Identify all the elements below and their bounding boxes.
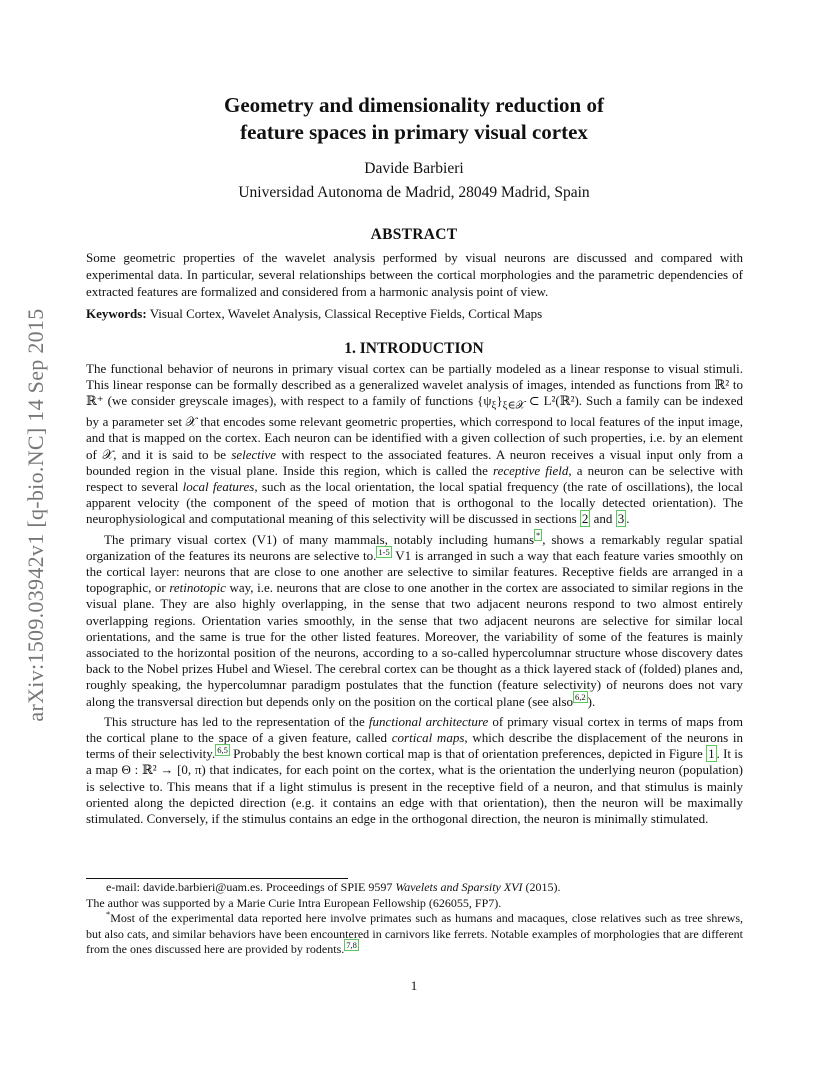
- footnote-1: [86, 911, 743, 958]
- footnotes: [86, 880, 743, 958]
- keywords-label: Keywords:: [86, 306, 147, 321]
- figure-ref-link-1[interactable]: 1: [708, 746, 715, 762]
- p1-text-f: , such as the local orientation, the local spatial frequency (the rate of oscillations), the local apparent velocity (the component of the speed of motion that is orthogonal to the locally detected orientation). The neurophysiological and computational meaning of this selectivity will be discussed in sections: [86, 479, 743, 527]
- page-number: 1: [410, 978, 418, 993]
- p3-text-b: of primary visual cortex in terms of maps from the cortical plane to the space of a given feature, called: [86, 713, 743, 746]
- p1-em-selective: selective: [231, 446, 277, 462]
- paper-title: [84, 92, 744, 146]
- abstract-text: Some geometric properties of the wavelet analysis performed by visual neurons are discussed and compared with experimental data. In particular, several relationships between the cortical morphologies and the parametric dependencies of extracted features are formalized and considered from a harmonic analysis point of view.: [86, 250, 743, 299]
- citation-link[interactable]: 6,2: [575, 692, 586, 703]
- p1-text-b: }: [496, 393, 503, 409]
- arxiv-stamp: [18, 270, 54, 760]
- p3-text-a: This structure has led to the representation of the: [104, 713, 369, 729]
- keywords: [86, 305, 743, 322]
- p3-text-e: . It is a map Θ : ℝ² → [0, π) that indicates, for each point on the cortex, what is the orientation the underlying neuron (population) is selective to. This means that if a light stimulus is present in the receptive field of a neuron, and that stimulus is mainly oriented along the depicted direction (e.g. it contains an edge with that orientation), then the neuron will be maximally stimulated. Conversely, if the stimulus contains an edge in the orthogonal direction, the neuron is minimally stimulated.: [86, 746, 743, 827]
- p3-em-functional-architecture: functional architecture: [368, 713, 489, 729]
- p3-text-c: , which describe the displacement of the neurons in terms of their selectivity.: [86, 730, 744, 762]
- p2-em-retinotopic: retinotopic: [169, 580, 226, 596]
- p1-sub-index: ξ∈𝒳: [502, 400, 525, 412]
- p2-text-a: The primary visual cortex (V1) of many mammals, notably including humans: [104, 531, 535, 547]
- title-line-2: feature spaces in primary visual cortex: [240, 120, 588, 144]
- abstract-heading: ABSTRACT: [370, 226, 458, 243]
- footnote-email: [86, 880, 743, 896]
- arxiv-stamp-text: arXiv:1509.03942v1 [q-bio.NC] 14 Sep 2015: [23, 308, 48, 722]
- author-name: Davide Barbieri: [364, 160, 464, 177]
- p3-em-cortical-maps: cortical maps: [391, 730, 465, 746]
- title-line-1: Geometry and dimensionality reduction of: [224, 93, 604, 117]
- citation-link[interactable]: 7,8: [346, 940, 357, 950]
- p1-text-e: , a neuron can be selective with respect to several: [86, 462, 743, 495]
- section-ref-link-2[interactable]: 2: [581, 511, 589, 527]
- introduction-body: [86, 361, 743, 831]
- paragraph-2: [86, 532, 743, 710]
- section-ref-link-3[interactable]: 3: [617, 511, 625, 527]
- p1-text-c: ⊂ L²(ℝ²). Such a family can be indexed by a parameter set 𝒳 that encodes some relevant geometric properties, which correspond to local features of the input image, and that is mapped on the cortex. Each neuron can be identified with a given collection of such properties, i.e. by an element of 𝒳, and it is said to be: [86, 393, 743, 462]
- citation-link[interactable]: 1-5: [378, 546, 390, 557]
- author-affiliation: Universidad Autonoma de Madrid, 28049 Madrid, Spain: [238, 184, 590, 201]
- p1-text-d: with respect to the associated features. A neuron receives a visual input only from a bounded region in the visual plane. Inside this region, which is called the: [86, 446, 743, 478]
- keywords-list: Visual Cortex, Wavelet Analysis, Classical Receptive Fields, Cortical Maps: [149, 306, 543, 321]
- footnote-divider: [86, 878, 348, 879]
- citation-link[interactable]: 6,5: [217, 744, 228, 755]
- footnote-support: The author was supported by a Marie Curie Intra European Fellowship (626055, FP7).: [86, 895, 502, 910]
- footnote-mark-link[interactable]: *: [536, 530, 541, 541]
- p1-em-local-features: local features: [182, 479, 255, 495]
- p2-text-b: , shows a remarkably regular spatial organization of the features its neurons are selective to.: [86, 531, 743, 563]
- fn-email-em: Wavelets and Sparsity XVI: [395, 880, 523, 894]
- fn-email-text-b: (2015).: [522, 880, 561, 894]
- p3-text-d: Probably the best known cortical map is that of orientation preferences, depicted in Figure: [229, 746, 707, 762]
- p1-text-a: The functional behavior of neurons in primary visual cortex can be partially modeled as a linear response to visual stimuli. This linear response can be formally described as a generalized wavelet analysis of images, intended as functions from ℝ² to ℝ⁺ (we consider greyscale images), with respect to a family of functions {ψ: [86, 361, 743, 409]
- section-heading-introduction: 1. INTRODUCTION: [344, 340, 484, 357]
- p1-sub-xi: ξ: [491, 400, 497, 412]
- paragraph-1: [86, 361, 743, 528]
- p1-em-receptive-field: receptive field: [493, 462, 569, 478]
- p2-text-c: V1 is arranged in such a way that each feature varies smoothly on the cortical layer: neurons that are close to one another are selective to similar features. Receptive fields are arranged in a topographic, or: [86, 547, 743, 596]
- p2-text-d: way, i.e. neurons that are close to one another in the cortex are associated to similar regions in the visual plane. They are also highly overlapping, in the sense that two adjacent neurons respond to two almost entirely overlapping regions. Orientation varies smoothly, in the sense that two adjacent neurons are selective for similar local orientations, and the same is true for the other listed features. Moreover, the variability of some of the features is mainly associated to the horizontal position of the neurons, according to a so-called hypercolumnar structure whose discovery dates back to the Nobel prizes Hubel and Wiesel. The cerebral cortex can be thought as a thick layered stack of (folded) planes and, roughly speaking, the hypercolumnar paradigm postulates that the function (feature selectivity) of neurons does not vary along the transversal direction but depends only on the position on the cortical plane (see also: [86, 580, 743, 709]
- fn1-text: Most of the experimental data reported here involve primates such as humans and macaques, close relatives such as tree shrews, but also cats, and similar behaviors have been encountered in carnivors like ferrets. Notable examples of morphologies that are different from the ones discussed here are provided by rodents.: [86, 911, 743, 956]
- p2-text-e: ).: [587, 693, 596, 709]
- paragraph-3: [86, 714, 743, 827]
- fn-email-text-a: e-mail: davide.barbieri@uam.es. Proceedings of SPIE 9597: [106, 880, 396, 894]
- fn1-mark: *: [106, 909, 111, 919]
- p1-text-g: and: [590, 511, 616, 527]
- p1-text-h: .: [626, 511, 630, 527]
